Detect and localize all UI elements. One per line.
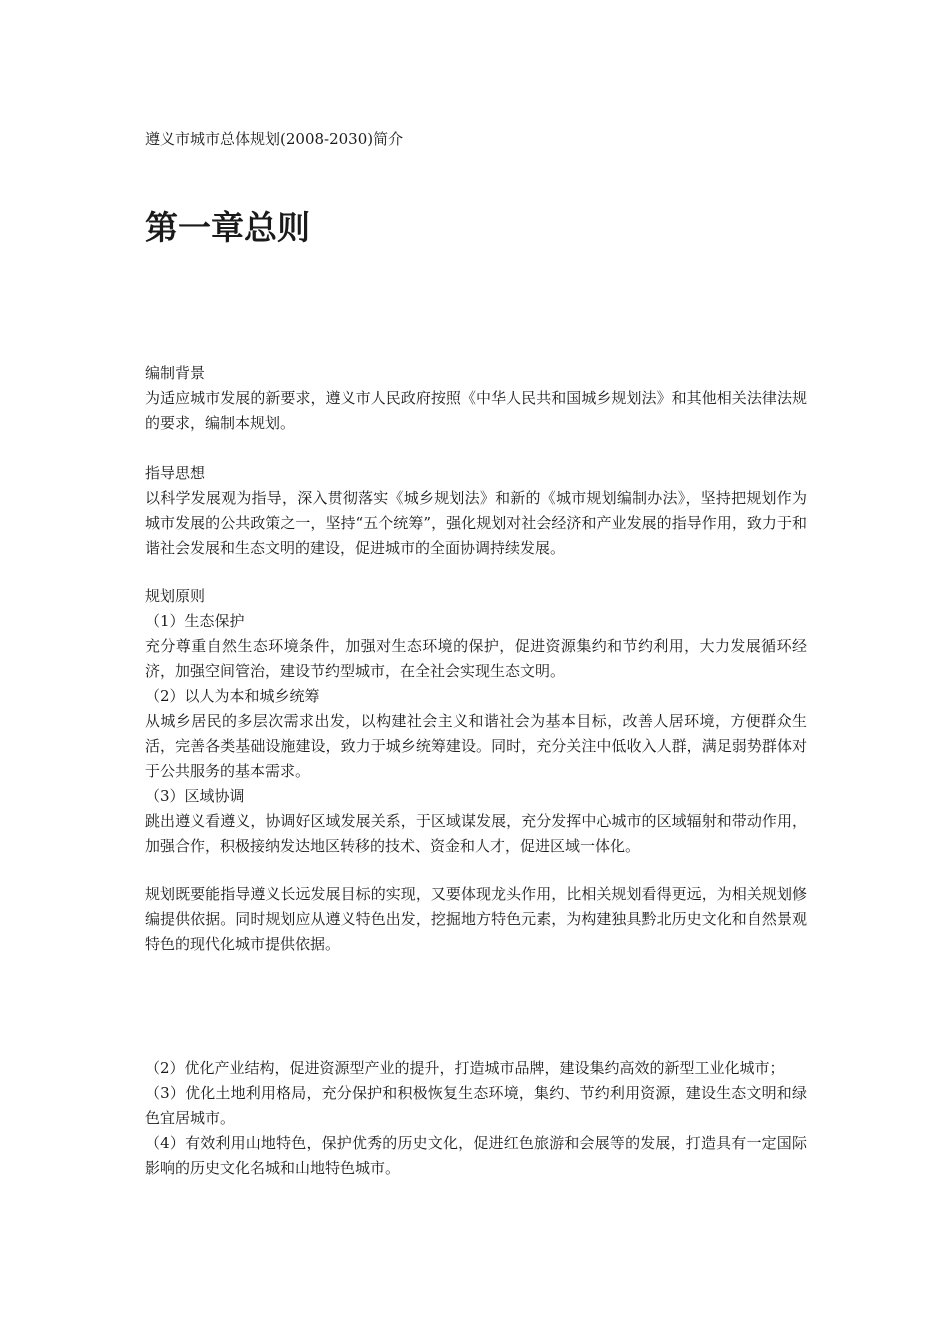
- chapter-heading: 第一章总则: [145, 208, 310, 247]
- section-background: [145, 361, 807, 436]
- paragraph: 以科学发展观为指导，深入贯彻落实《城乡规划法》和新的《城市规划编制办法》，坚持把规划作为城市发展的公共政策之一，坚持“五个统筹”，强化规划对社会经济和产业发展的指导作用，致力于和谐社会发展和生态文明的建设，促进城市的全面协调持续发展。: [145, 489, 807, 557]
- goal-item: （3）优化土地利用格局，充分保护和积极恢复生态环境，集约、节约利用资源，建设生态文明和绿色宜居城市。: [145, 1084, 807, 1127]
- section-principles: [145, 584, 807, 859]
- section-summary: [145, 882, 807, 957]
- goal-item: （2）优化产业结构，促进资源型产业的提升，打造城市品牌，建设集约高效的新型工业化城市；: [145, 1059, 785, 1077]
- principle-label: （2）以人为本和城乡统筹: [145, 687, 320, 705]
- section-guiding: [145, 461, 807, 561]
- document-title: 遵义市城市总体规划(2008-2030)简介: [145, 130, 404, 148]
- paragraph: 规划既要能指导遵义长远发展目标的实现，又要体现龙头作用，比相关规划看得更远，为相关规划修编提供依据。同时规划应从遵义特色出发，挖掘地方特色元素，为构建独具黔北历史文化和自然景观特色的现代化城市提供依据。: [145, 885, 807, 953]
- section-heading: 指导思想: [145, 464, 206, 482]
- section-heading: 编制背景: [145, 364, 206, 382]
- paragraph: 从城乡居民的多层次需求出发，以构建社会主义和谐社会为基本目标，改善人居环境，方便群众生活，完善各类基础设施建设，致力于城乡统筹建设。同时，充分关注中低收入人群，满足弱势群体对于公共服务的基本需求。: [145, 712, 807, 780]
- paragraph: 跳出遵义看遵义，协调好区域发展关系，于区域谋发展，充分发挥中心城市的区域辐射和带动作用，加强合作，积极接纳发达地区转移的技术、资金和人才，促进区域一体化。: [145, 812, 807, 855]
- goal-item: （4）有效利用山地特色，保护优秀的历史文化，促进红色旅游和会展等的发展，打造具有一定国际影响的历史文化名城和山地特色城市。: [145, 1134, 807, 1177]
- section-heading: 规划原则: [145, 587, 206, 605]
- principle-label: （1）生态保护: [145, 612, 245, 630]
- paragraph: 充分尊重自然生态环境条件，加强对生态环境的保护，促进资源集约和节约利用，大力发展循环经济，加强空间管治，建设节约型城市，在全社会实现生态文明。: [145, 637, 807, 680]
- principle-label: （3）区域协调: [145, 787, 245, 805]
- section-goals: [145, 1056, 807, 1181]
- paragraph: 为适应城市发展的新要求，遵义市人民政府按照《中华人民共和国城乡规划法》和其他相关法律法规的要求，编制本规划。: [145, 389, 807, 432]
